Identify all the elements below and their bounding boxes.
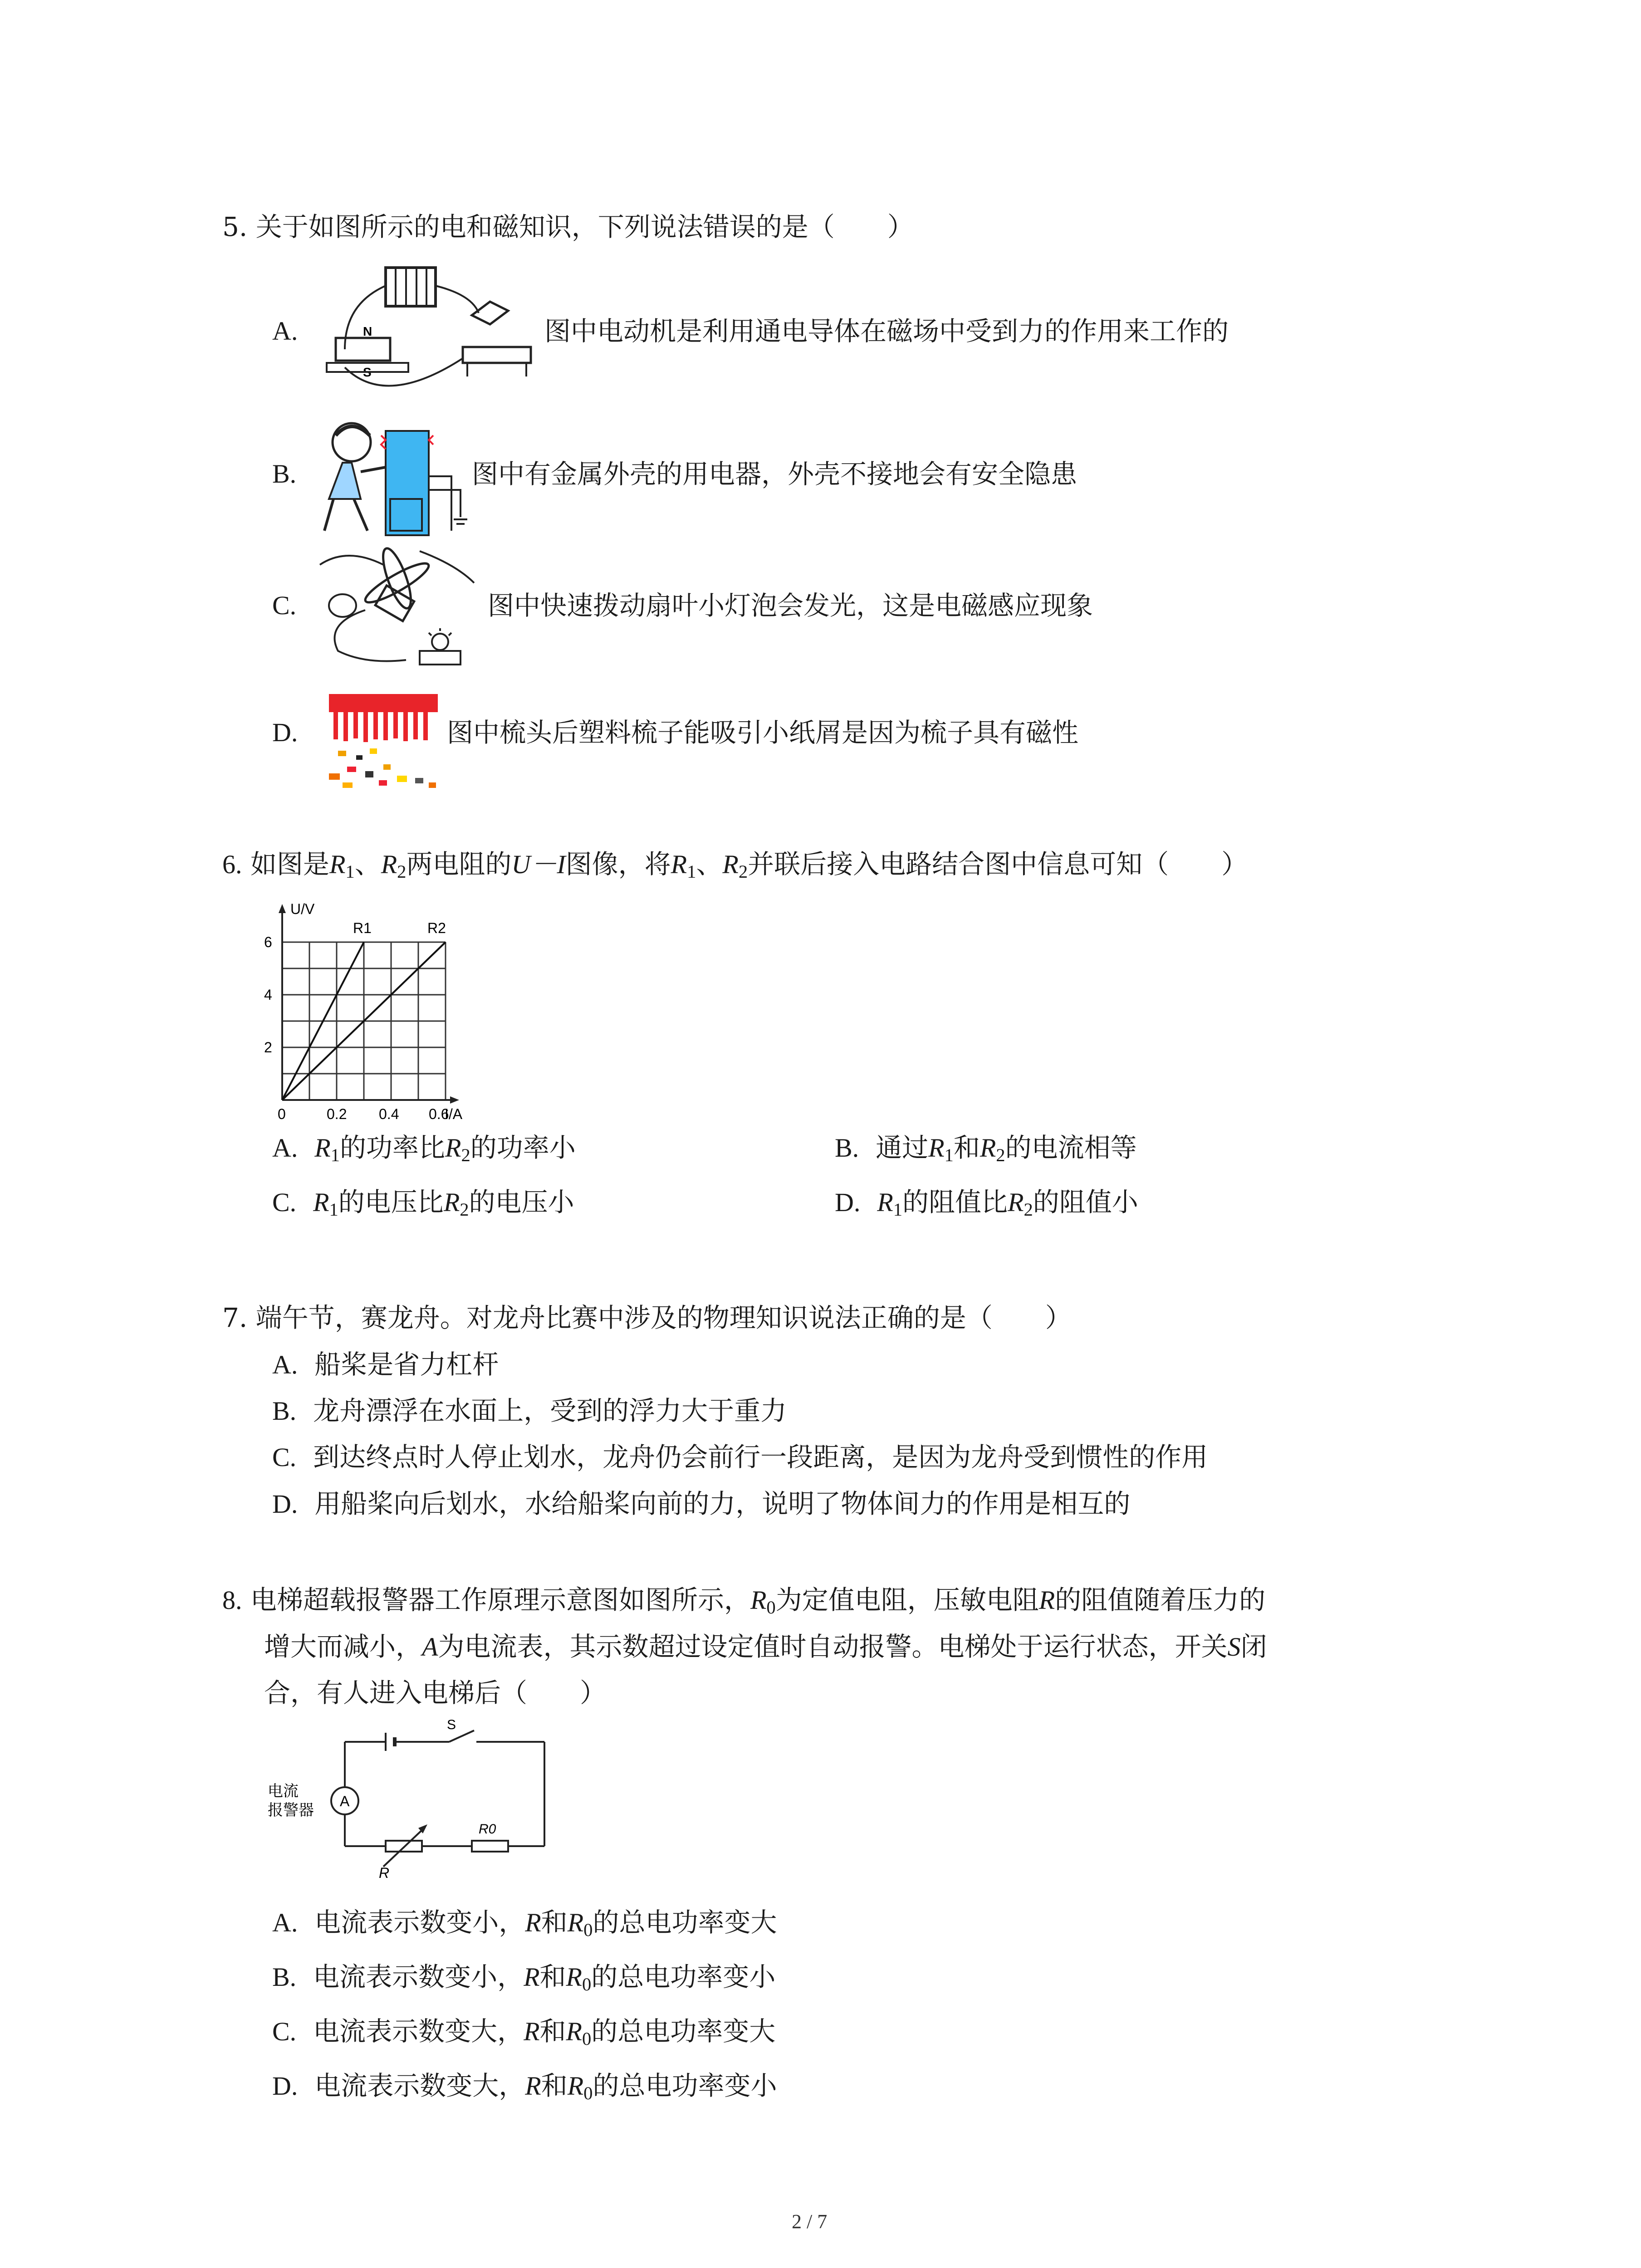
q7-stem: 7. 端午节，赛龙舟。对龙舟比赛中涉及的物理知识说法正确的是（ ） xyxy=(222,1302,1072,1333)
q5-option-d-text: 图中梳头后塑料梳子能吸引小纸屑是因为梳子具有磁性 xyxy=(447,717,1079,748)
y-tick-label: 2 xyxy=(264,1039,272,1056)
magnet-north-label: N xyxy=(363,324,372,338)
fixed-resistor-label: R0 xyxy=(479,1822,496,1837)
q6-stem: 6. 如图是$R_1$、$R_2$两电阻的U－I图像，将$R_1$、$R_2$并联后接入电路结合图中信息可知（ ） xyxy=(222,849,1248,882)
alarm-label-line1: 电流 xyxy=(268,1783,299,1800)
q5-option-a-text: 图中电动机是利用通电导体在磁场中受到力的作用来工作的 xyxy=(544,316,1229,347)
q7-option-b: B. 龙舟漂浮在水面上，受到的浮力大于重力 xyxy=(272,1395,787,1426)
x-tick-label: 0.2 xyxy=(327,1106,347,1122)
ui-graph xyxy=(254,896,508,1123)
y-axis-arrow xyxy=(279,904,286,913)
variable-resistor-label: R xyxy=(379,1865,390,1881)
q5-option-a-letter: A. xyxy=(272,316,298,346)
grounding-shock-figure xyxy=(318,417,472,540)
x-tick-label: 0 xyxy=(278,1106,286,1122)
q7-option-c: C. 到达终点时人停止划水，龙舟仍会前行一段距离，是因为龙舟受到惯性的作用 xyxy=(272,1442,1208,1472)
y-tick-label: 6 xyxy=(264,934,272,950)
q6-option-d: D. $R_1$的阻值比$R_2$的阻值小 xyxy=(835,1187,1138,1220)
fan-generator-figure xyxy=(315,542,488,674)
series-label-r2: R2 xyxy=(427,920,446,936)
fixed-resistor-symbol xyxy=(472,1841,508,1852)
q8-line-1: 8. 电梯超载报警器工作原理示意图如图所示，$R_0$为定值电阻，压敏电阻R的阻值随着压力的 xyxy=(222,1584,1266,1618)
page-number: 2 / 7 xyxy=(792,2210,828,2233)
series-label-r1: R1 xyxy=(353,920,372,936)
elevator-alarm-circuit xyxy=(263,1719,563,1887)
q8-option-a: A. 电流表示数变小，R和$R_0$的总电功率变大 xyxy=(272,1907,777,1941)
comb-paper-scraps-figure xyxy=(320,687,447,792)
y-tick-label: 4 xyxy=(264,987,272,1003)
alarm-label-line2: 报警器 xyxy=(268,1802,314,1819)
q5-option-b-letter: B. xyxy=(272,459,297,489)
motor-experiment-figure xyxy=(318,259,544,408)
q5-option-c-text: 图中快速拨动扇叶小灯泡会发光，这是电磁感应现象 xyxy=(488,590,1093,621)
q7-option-d: D. 用船桨向后划水，水给船桨向前的力，说明了物体间力的作用是相互的 xyxy=(272,1488,1131,1519)
x-tick-label: 0.4 xyxy=(379,1106,399,1122)
q8-line-2: 增大而减小，A为电流表，其示数超过设定值时自动报警。电梯处于运行状态，开关S闭 xyxy=(264,1631,1267,1662)
q6-option-b: B. 通过$R_1$和$R_2$的电流相等 xyxy=(835,1132,1137,1166)
q6-option-a: A. $R_1$的功率比$R_2$的功率小 xyxy=(272,1132,576,1166)
x-axis-label: I/A xyxy=(445,1106,463,1122)
q8-option-b: B. 电流表示数变小，R和$R_0$的总电功率变小 xyxy=(272,1961,776,1995)
q8-option-d: D. 电流表示数变大，R和$R_0$的总电功率变小 xyxy=(272,2070,777,2104)
q5-stem: 5. 关于如图所示的电和磁知识，下列说法错误的是（ ） xyxy=(222,211,914,242)
y-axis-label: U/V xyxy=(290,901,315,917)
q5-option-c-letter: C. xyxy=(272,591,297,620)
q8-line-3: 合，有人进入电梯后（ ） xyxy=(264,1677,607,1708)
q6-option-c: C. $R_1$的电压比$R_2$的电压小 xyxy=(272,1187,574,1220)
switch-label: S xyxy=(447,1719,456,1732)
magnet-south-label: S xyxy=(363,365,372,379)
q5-option-d-letter: D. xyxy=(272,718,298,747)
q5-option-b-text: 图中有金属外壳的用电器，外壳不接地会有安全隐患 xyxy=(472,459,1078,489)
q8-option-c: C. 电流表示数变大，R和$R_0$的总电功率变大 xyxy=(272,2016,776,2049)
ammeter-label: A xyxy=(340,1793,350,1809)
x-tick-label: 0.6 xyxy=(429,1106,449,1122)
q7-option-a: A. 船桨是省力杠杆 xyxy=(272,1349,499,1380)
x-axis-arrow xyxy=(450,1096,459,1104)
